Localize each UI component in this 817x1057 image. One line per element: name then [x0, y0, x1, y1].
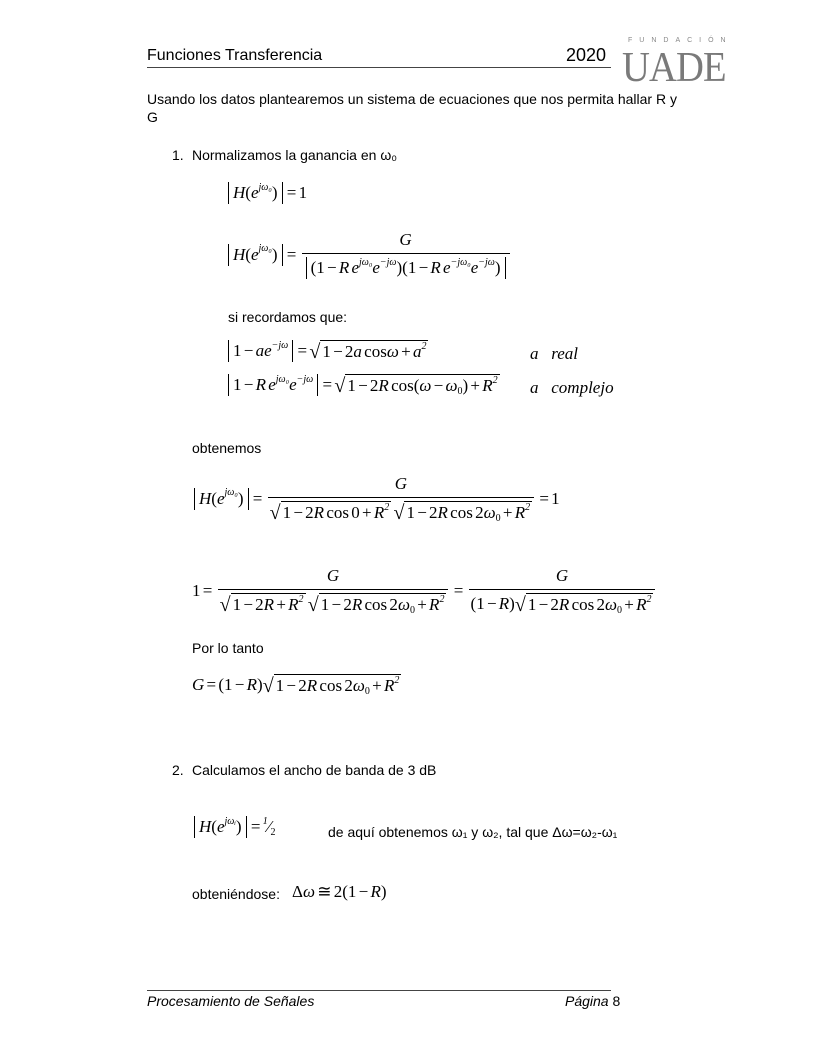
math-absolute-value — [194, 816, 247, 838]
math-square-root — [270, 501, 392, 523]
math-operator: cos 2 — [569, 595, 605, 614]
math-variable: R — [636, 595, 647, 614]
label-complex-word: complejo — [551, 378, 614, 397]
math-operator: + — [414, 595, 430, 614]
math-operator: )(1 − — [396, 258, 431, 277]
math-variable: H — [199, 488, 212, 508]
math-square-root — [515, 593, 654, 615]
fraction-denominator — [302, 253, 510, 279]
math-fraction — [469, 566, 656, 615]
math-variable: R e — [338, 258, 360, 277]
equation-real-pole — [226, 340, 428, 362]
math-variable: R — [306, 676, 318, 695]
step1-number: 1. — [172, 147, 184, 163]
recall-text: si recordamos que: — [228, 309, 348, 325]
radicand — [526, 593, 654, 615]
math-variable: e — [372, 258, 380, 277]
radical-sign-icon: √ — [269, 502, 281, 524]
math-operator: + — [369, 676, 384, 695]
math-variable: R e — [255, 375, 276, 394]
radical-sign-icon: √ — [393, 502, 405, 524]
math-superscript: jω₀ — [224, 487, 238, 498]
math-variable: R — [288, 595, 299, 614]
label-a: a — [530, 378, 539, 397]
math-subscript: 0 — [617, 604, 622, 616]
math-superscript: −jω₀ — [450, 256, 471, 268]
math-operator: ) — [380, 882, 387, 901]
math-fraction — [268, 474, 535, 523]
label-a: a — [530, 344, 539, 363]
math-operator: 1 − 2 — [322, 342, 354, 361]
intro-line-2: G — [147, 109, 158, 125]
fraction-denominator — [218, 589, 449, 615]
math-subscript: 2 — [270, 826, 276, 838]
logo-uade: UADE — [622, 45, 726, 91]
math-variable: ae — [255, 341, 272, 360]
math-operator: + — [622, 595, 637, 614]
math-square-root — [308, 593, 447, 615]
math-operator: = — [284, 244, 299, 264]
math-operator: ⁄ — [267, 817, 271, 836]
math-variable: a — [412, 342, 422, 361]
math-superscript: jω₀ — [275, 373, 290, 385]
math-absolute-value — [228, 374, 318, 396]
math-operator: = — [250, 488, 265, 508]
math-superscript: jωᵢ — [224, 815, 236, 827]
equation-half-power — [192, 816, 276, 838]
math-operator: 1 − — [233, 341, 256, 360]
math-variable: R — [498, 594, 510, 613]
radicand — [274, 674, 402, 696]
math-operator: = — [295, 341, 310, 360]
footer-course: Procesamiento de Señales — [147, 993, 315, 1009]
math-absolute-value — [306, 257, 506, 279]
bandwidth-text: de aquí obtenemos ω₁ y ω₂, tal que Δω=ω₂-ω₁ — [328, 824, 618, 840]
math-variable: ω — [445, 376, 458, 395]
math-operator: 1 − 2 — [347, 376, 379, 395]
math-operator: ) — [257, 675, 263, 694]
math-absolute-value — [228, 182, 283, 204]
therefore-text: Por lo tanto — [192, 640, 264, 656]
math-variable: ω — [302, 882, 315, 901]
math-variable: e — [216, 488, 225, 508]
label-complex — [530, 378, 614, 398]
math-variable: G — [399, 230, 412, 249]
math-superscript: 2 — [384, 501, 390, 513]
math-operator: + — [500, 503, 515, 522]
math-fraction — [302, 230, 510, 279]
page-number: 8 — [612, 993, 621, 1009]
math-superscript: 2 — [492, 374, 498, 386]
math-operator: − — [431, 376, 446, 395]
math-variable: ω — [386, 342, 399, 361]
math-operator: ( — [211, 488, 217, 508]
math-operator: ) — [271, 244, 278, 264]
equation-gain-evaluated — [192, 474, 560, 523]
math-variable: R — [383, 676, 395, 695]
math-square-root — [220, 593, 306, 615]
math-operator: + — [274, 595, 289, 614]
math-operator: 1 − 2 — [232, 595, 264, 614]
radical-sign-icon: √ — [309, 341, 321, 363]
logo-fundacion: FUNDACIÓN — [628, 37, 733, 44]
math-variable: G — [394, 474, 407, 493]
math-variable: ω — [352, 676, 365, 695]
math-superscript: jω₀ — [258, 181, 272, 193]
math-variable: R — [482, 376, 493, 395]
radical-sign-icon: √ — [514, 594, 526, 616]
math-superscript: jω₀ — [258, 243, 272, 254]
math-variable: ω — [397, 595, 410, 614]
math-operator: cos — [361, 342, 387, 361]
math-variable: H — [233, 183, 246, 202]
math-absolute-value — [194, 488, 249, 510]
math-variable: R — [370, 882, 381, 901]
header-year: 2020 — [566, 45, 607, 65]
math-variable: e — [289, 375, 297, 394]
math-variable: H — [199, 817, 212, 836]
math-operator: cos 2 — [362, 595, 398, 614]
math-variable: G — [555, 566, 569, 585]
obtain-text: obtenemos — [192, 440, 262, 456]
math-variable: R — [263, 595, 275, 614]
fraction-numerator — [325, 566, 341, 589]
math-subscript: 0 — [364, 685, 370, 697]
label-real-word: real — [551, 344, 579, 363]
radical-sign-icon: √ — [307, 594, 319, 616]
radicand — [404, 501, 532, 523]
math-superscript: 2 — [394, 674, 400, 686]
intro-line-1: Usando los datos plantearemos un sistema de ecuaciones que nos permita hallar R y — [147, 91, 677, 107]
math-superscript: 2 — [421, 340, 427, 352]
math-subscript: 0 — [409, 604, 415, 616]
math-absolute-value — [228, 244, 283, 266]
math-operator: = 1 — [537, 488, 560, 508]
math-operator: Δ — [292, 882, 303, 901]
math-operator: ) — [235, 817, 242, 836]
math-operator: cos 2 — [317, 676, 353, 695]
math-variable: ω — [483, 503, 496, 522]
math-variable: R — [373, 503, 385, 522]
math-variable: e — [216, 817, 225, 836]
fraction-denominator — [268, 497, 535, 523]
math-variable: R — [246, 675, 258, 694]
math-variable: e — [250, 244, 259, 264]
math-fraction — [218, 566, 449, 615]
equation-bandwidth — [292, 882, 387, 902]
math-operator: 1 − — [233, 375, 256, 394]
footer-page — [565, 992, 620, 1010]
label-real — [530, 344, 578, 364]
header-rule — [147, 67, 611, 68]
math-variable: R — [351, 595, 363, 614]
math-variable: R — [558, 595, 570, 614]
math-variable: e — [470, 258, 479, 277]
step1-text: Normalizamos la ganancia en ω₀ — [192, 147, 398, 163]
math-variable: G — [192, 675, 205, 694]
math-operator: cos 0 + — [324, 503, 374, 522]
step2-text: Calculamos el ancho de banda de 3 dB — [192, 762, 437, 778]
radical-sign-icon: √ — [334, 375, 346, 397]
math-operator: 1 − 2 — [406, 503, 438, 522]
math-square-root — [263, 674, 402, 696]
radicand — [231, 593, 306, 615]
math-superscript: 2 — [646, 593, 652, 605]
math-subscript: 0 — [457, 385, 463, 397]
math-superscript: 2 — [439, 593, 445, 605]
math-variable: R e — [430, 258, 451, 277]
math-operator: = (1 − — [204, 675, 247, 694]
math-subscript: 0 — [495, 512, 501, 524]
math-operator: 1 − 2 — [527, 595, 559, 614]
radicand — [281, 501, 392, 523]
math-variable: R — [313, 503, 325, 522]
equation-g-result — [192, 674, 401, 696]
math-operator: ) — [271, 183, 278, 202]
page-label: Página — [565, 993, 609, 1009]
math-operator: 1 = — [192, 580, 215, 600]
math-operator: (1 − — [470, 594, 499, 613]
math-superscript: 1 — [262, 815, 268, 827]
math-variable: R — [429, 595, 440, 614]
result-label: obteniéndose: — [192, 886, 280, 902]
math-variable: a — [353, 342, 362, 361]
math-variable: G — [326, 566, 340, 585]
math-operator: cos 2 — [447, 503, 484, 522]
footer-rule — [147, 990, 611, 991]
math-operator: ) — [237, 488, 244, 508]
math-operator: ) + — [462, 376, 483, 395]
math-superscript: 2 — [298, 593, 304, 605]
math-variable: R — [378, 376, 389, 395]
math-superscript: jω₀ — [359, 256, 373, 268]
math-operator: ( — [211, 817, 217, 836]
math-variable: ω — [419, 376, 432, 395]
math-square-root — [309, 340, 428, 362]
fraction-numerator — [397, 230, 413, 253]
math-operator: + — [398, 342, 413, 361]
math-superscript: 2 — [525, 501, 531, 513]
fraction-numerator — [554, 566, 570, 589]
math-operator: 1 − 2 — [282, 503, 314, 522]
math-square-root — [334, 374, 499, 396]
radicand — [320, 340, 428, 362]
math-variable: e — [250, 183, 259, 202]
math-operator: = 1 — [284, 183, 308, 202]
math-variable: R — [514, 503, 526, 522]
math-operator: ) — [509, 594, 515, 613]
math-variable: ω — [604, 595, 617, 614]
math-variable: R — [437, 503, 448, 522]
math-operator: ≅ 2(1 − — [314, 882, 371, 901]
math-operator: 1 − 2 — [275, 676, 307, 695]
math-operator: (1 − — [310, 258, 339, 277]
equation-gain-magnitude — [226, 230, 513, 279]
math-operator: cos( — [388, 376, 420, 395]
equation-unity-gain — [192, 566, 658, 615]
math-superscript: −jω — [296, 373, 314, 385]
math-superscript: −jω — [379, 256, 397, 268]
step2-number: 2. — [172, 762, 184, 778]
math-operator: 1 − 2 — [320, 595, 352, 614]
radicand — [345, 374, 499, 396]
radical-sign-icon: √ — [219, 594, 231, 616]
math-square-root — [393, 501, 532, 523]
header-title: Funciones Transferencia — [147, 47, 323, 64]
math-superscript: −jω — [478, 256, 495, 268]
equation-complex-pole — [226, 374, 500, 396]
fraction-denominator — [469, 589, 656, 615]
math-operator: ( — [245, 183, 251, 202]
radical-sign-icon: √ — [262, 675, 274, 697]
math-operator: ( — [245, 244, 251, 264]
radicand — [319, 593, 447, 615]
fraction-numerator — [393, 474, 409, 497]
math-operator: = — [320, 375, 335, 394]
math-variable: H — [233, 244, 246, 264]
math-operator: = — [248, 817, 263, 836]
equation-normalized-gain — [226, 182, 307, 204]
math-absolute-value — [228, 340, 293, 362]
math-operator: = — [451, 580, 466, 600]
math-superscript: −jω — [271, 339, 289, 351]
math-operator: ) — [494, 258, 501, 277]
